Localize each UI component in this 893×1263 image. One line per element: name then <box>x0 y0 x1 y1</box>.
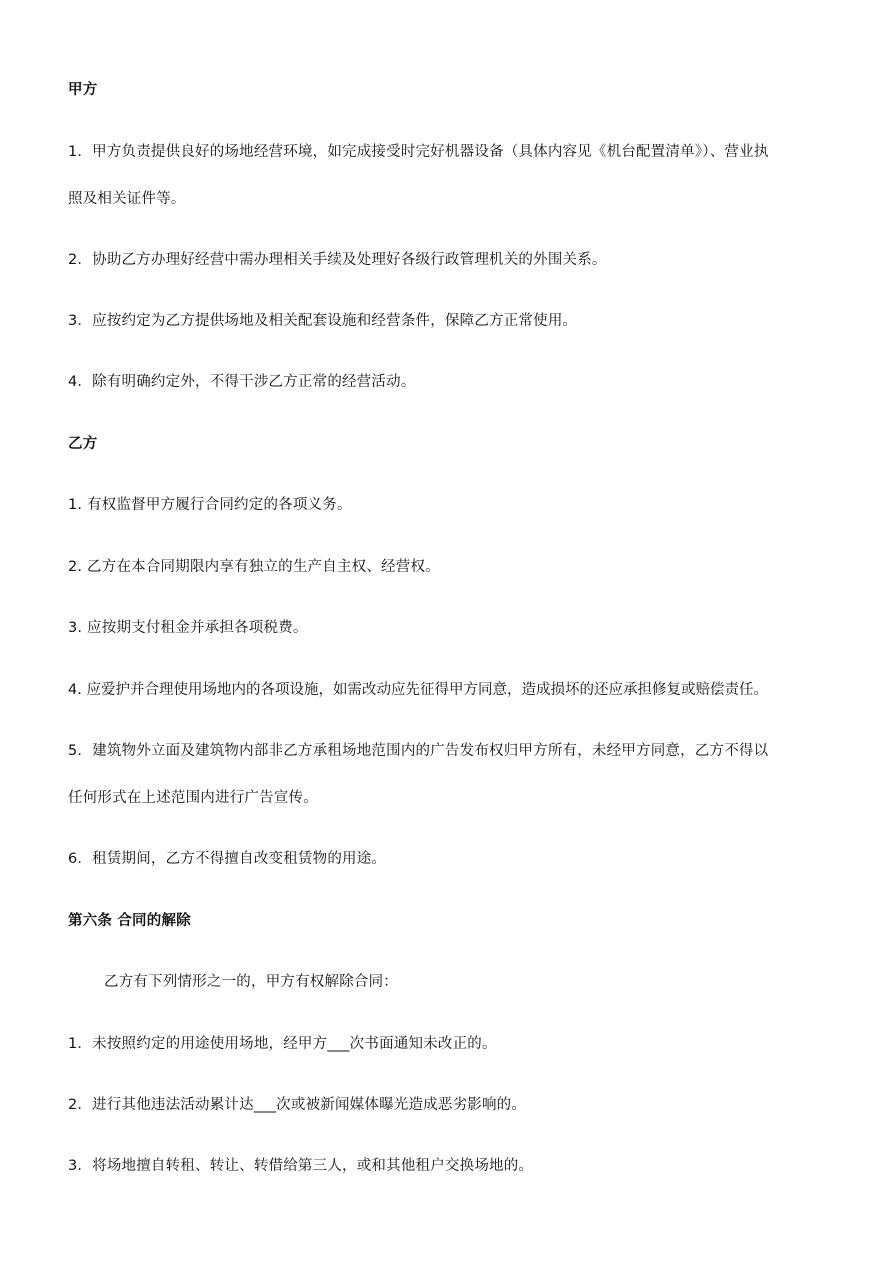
termination-item-3: 3．将场地擅自转租、转让、转借给第三人，或和其他租户交换场地的。 <box>68 1158 534 1174</box>
party-b-item-1: 1. 有权监督甲方履行合同约定的各项义务。 <box>68 497 352 513</box>
party-a-heading: 甲方 <box>68 82 98 98</box>
termination-item-2: 2．进行其他违法活动累计达___次或被新闻媒体曝光造成恶劣影响的。 <box>68 1097 527 1113</box>
party-b-item-5: 5．建筑物外立面及建筑物内部非乙方承租场地范围内的广告发布权归甲方所有，未经甲方同意，乙方不得以 <box>68 743 769 759</box>
party-b-heading: 乙方 <box>68 436 98 452</box>
termination-item-1: 1．未按照约定的用途使用场地，经甲方___次书面通知未改正的。 <box>68 1036 497 1052</box>
party-a-item-1-continued: 照及相关证件等。 <box>68 191 186 207</box>
party-a-item-3: 3．应按约定为乙方提供场地及相关配套设施和经营条件，保障乙方正常使用。 <box>68 313 578 329</box>
party-a-item-2: 2．协助乙方办理好经营中需办理相关手续及处理好各级行政管理机关的外围关系。 <box>68 252 607 268</box>
party-b-item-5-continued: 任何形式在上述范围内进行广告宣传。 <box>68 790 318 806</box>
article-six-heading: 第六条 合同的解除 <box>68 913 191 929</box>
party-b-item-2: 2. 乙方在本合同期限内享有独立的生产自主权、经营权。 <box>68 559 440 575</box>
termination-intro: 乙方有下列情形之一的，甲方有权解除合同： <box>104 974 398 990</box>
party-b-item-4: 4. 应爱护并合理使用场地内的各项设施，如需改动应先征得甲方同意，造成损坏的还应承担修复或赔偿责任。 <box>68 682 768 698</box>
party-b-item-6: 6．租赁期间，乙方不得擅自改变租赁物的用途。 <box>68 851 387 867</box>
party-a-item-4: 4．除有明确约定外，不得干涉乙方正常的经营活动。 <box>68 374 416 390</box>
party-a-item-1: 1．甲方负责提供良好的场地经营环境，如完成接受时完好机器设备（具体内容见《机台配置清单》）、营业执 <box>68 144 769 160</box>
party-b-item-3: 3. 应按期支付租金并承担各项税费。 <box>68 620 308 636</box>
